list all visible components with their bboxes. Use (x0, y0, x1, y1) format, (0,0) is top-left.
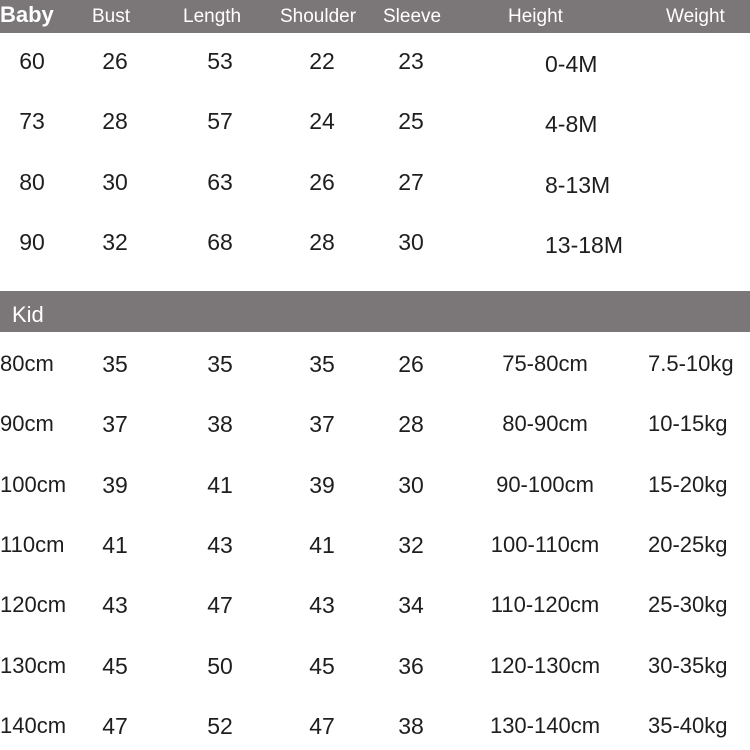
baby-bust-cell: 30 (102, 169, 128, 195)
kid-shoulder-cell: 39 (309, 472, 335, 498)
kid-length-cell: 35 (207, 351, 233, 377)
kid-length-cell: 52 (207, 713, 233, 739)
baby-size-cell: 73 (19, 108, 45, 134)
kid-weight-cell: 10-15kg (648, 411, 728, 436)
baby-sleeve-cell: 27 (398, 169, 424, 195)
kid-sleeve-cell: 34 (398, 592, 424, 618)
header-weight: Weight (666, 6, 725, 27)
kid-size-cell: 140cm (0, 713, 67, 738)
kid-bust-cell: 47 (102, 713, 128, 739)
baby-length-cell: 53 (207, 48, 233, 74)
kid-weight-cell: 35-40kg (648, 713, 728, 738)
header-length: Length (183, 6, 242, 27)
baby-bust-cell: 28 (102, 108, 128, 134)
kid-height-cell: 90-100cm (496, 472, 594, 497)
kid-size-cell: 80cm (0, 351, 54, 376)
header-baby: Baby (0, 2, 54, 27)
kid-size-cell: 110cm (0, 532, 65, 557)
kid-sleeve-cell: 36 (398, 653, 424, 679)
baby-shoulder-cell: 24 (309, 108, 335, 134)
kid-weight-cell: 15-20kg (648, 472, 728, 497)
baby-size-cell: 90 (19, 229, 45, 255)
baby-sleeve-cell: 30 (398, 229, 424, 255)
header-bust: Bust (92, 6, 131, 27)
kid-bust-cell: 39 (102, 472, 128, 498)
kid-size-cell: 90cm (0, 411, 54, 436)
kid-bust-cell: 45 (102, 653, 128, 679)
kid-height-cell: 130-140cm (489, 713, 601, 738)
kid-shoulder-cell: 45 (309, 653, 335, 679)
kid-sleeve-cell: 28 (398, 411, 424, 437)
baby-length-cell: 68 (207, 229, 233, 255)
baby-sleeve-cell: 25 (398, 108, 424, 134)
kid-size-cell: 100cm (0, 472, 67, 497)
kid-bust-cell: 43 (102, 592, 128, 618)
kid-length-cell: 50 (207, 653, 233, 679)
header-height: Height (508, 6, 563, 27)
baby-age-cell: 4-8M (545, 111, 598, 137)
baby-bust-cell: 32 (102, 229, 128, 255)
kid-height-cell: 75-80cm (502, 351, 588, 376)
header-sleeve: Sleeve (383, 6, 442, 27)
kid-height-cell: 110-120cm (490, 592, 600, 617)
kid-weight-cell: 30-35kg (648, 653, 728, 678)
kid-height-cell: 80-90cm (502, 411, 588, 436)
baby-shoulder-cell: 26 (309, 169, 335, 195)
kid-weight-cell: 25-30kg (648, 592, 728, 617)
baby-size-cell: 60 (19, 48, 45, 74)
kid-length-cell: 43 (207, 532, 233, 558)
baby-size-cell: 80 (19, 169, 45, 195)
baby-length-cell: 57 (207, 108, 233, 134)
baby-shoulder-cell: 22 (309, 48, 335, 74)
kid-sleeve-cell: 30 (398, 472, 424, 498)
kid-shoulder-cell: 43 (309, 592, 335, 618)
kid-sleeve-cell: 26 (398, 351, 424, 377)
kid-length-cell: 38 (207, 411, 233, 437)
kid-shoulder-cell: 35 (309, 351, 335, 377)
kid-height-cell: 100-110cm (490, 532, 600, 557)
kid-bust-cell: 37 (102, 411, 128, 437)
kid-height-cell: 120-130cm (489, 653, 601, 678)
kid-shoulder-cell: 37 (309, 411, 335, 437)
kid-length-cell: 41 (207, 472, 233, 498)
kid-weight-cell: 7.5-10kg (648, 351, 734, 376)
header-shoulder: Shoulder (280, 6, 357, 27)
kid-section-label: Kid (12, 302, 44, 327)
kid-shoulder-cell: 47 (309, 713, 335, 739)
kid-bust-cell: 41 (102, 532, 128, 558)
baby-shoulder-cell: 28 (309, 229, 335, 255)
kid-length-cell: 47 (207, 592, 233, 618)
kid-size-cell: 120cm (0, 592, 67, 617)
baby-bust-cell: 26 (102, 48, 128, 74)
baby-length-cell: 63 (207, 169, 233, 195)
baby-age-cell: 8-13M (545, 172, 611, 198)
kid-weight-cell: 20-25kg (648, 532, 728, 557)
kid-bust-cell: 35 (102, 351, 128, 377)
baby-age-cell: 13-18M (545, 232, 623, 258)
baby-age-cell: 0-4M (545, 51, 598, 77)
kid-size-cell: 130cm (0, 653, 67, 678)
baby-sleeve-cell: 23 (398, 48, 424, 74)
kid-sleeve-cell: 38 (398, 713, 424, 739)
kid-section-bar (0, 291, 750, 332)
kid-sleeve-cell: 32 (398, 532, 424, 558)
header-bar (0, 0, 750, 33)
kid-shoulder-cell: 41 (309, 532, 335, 558)
